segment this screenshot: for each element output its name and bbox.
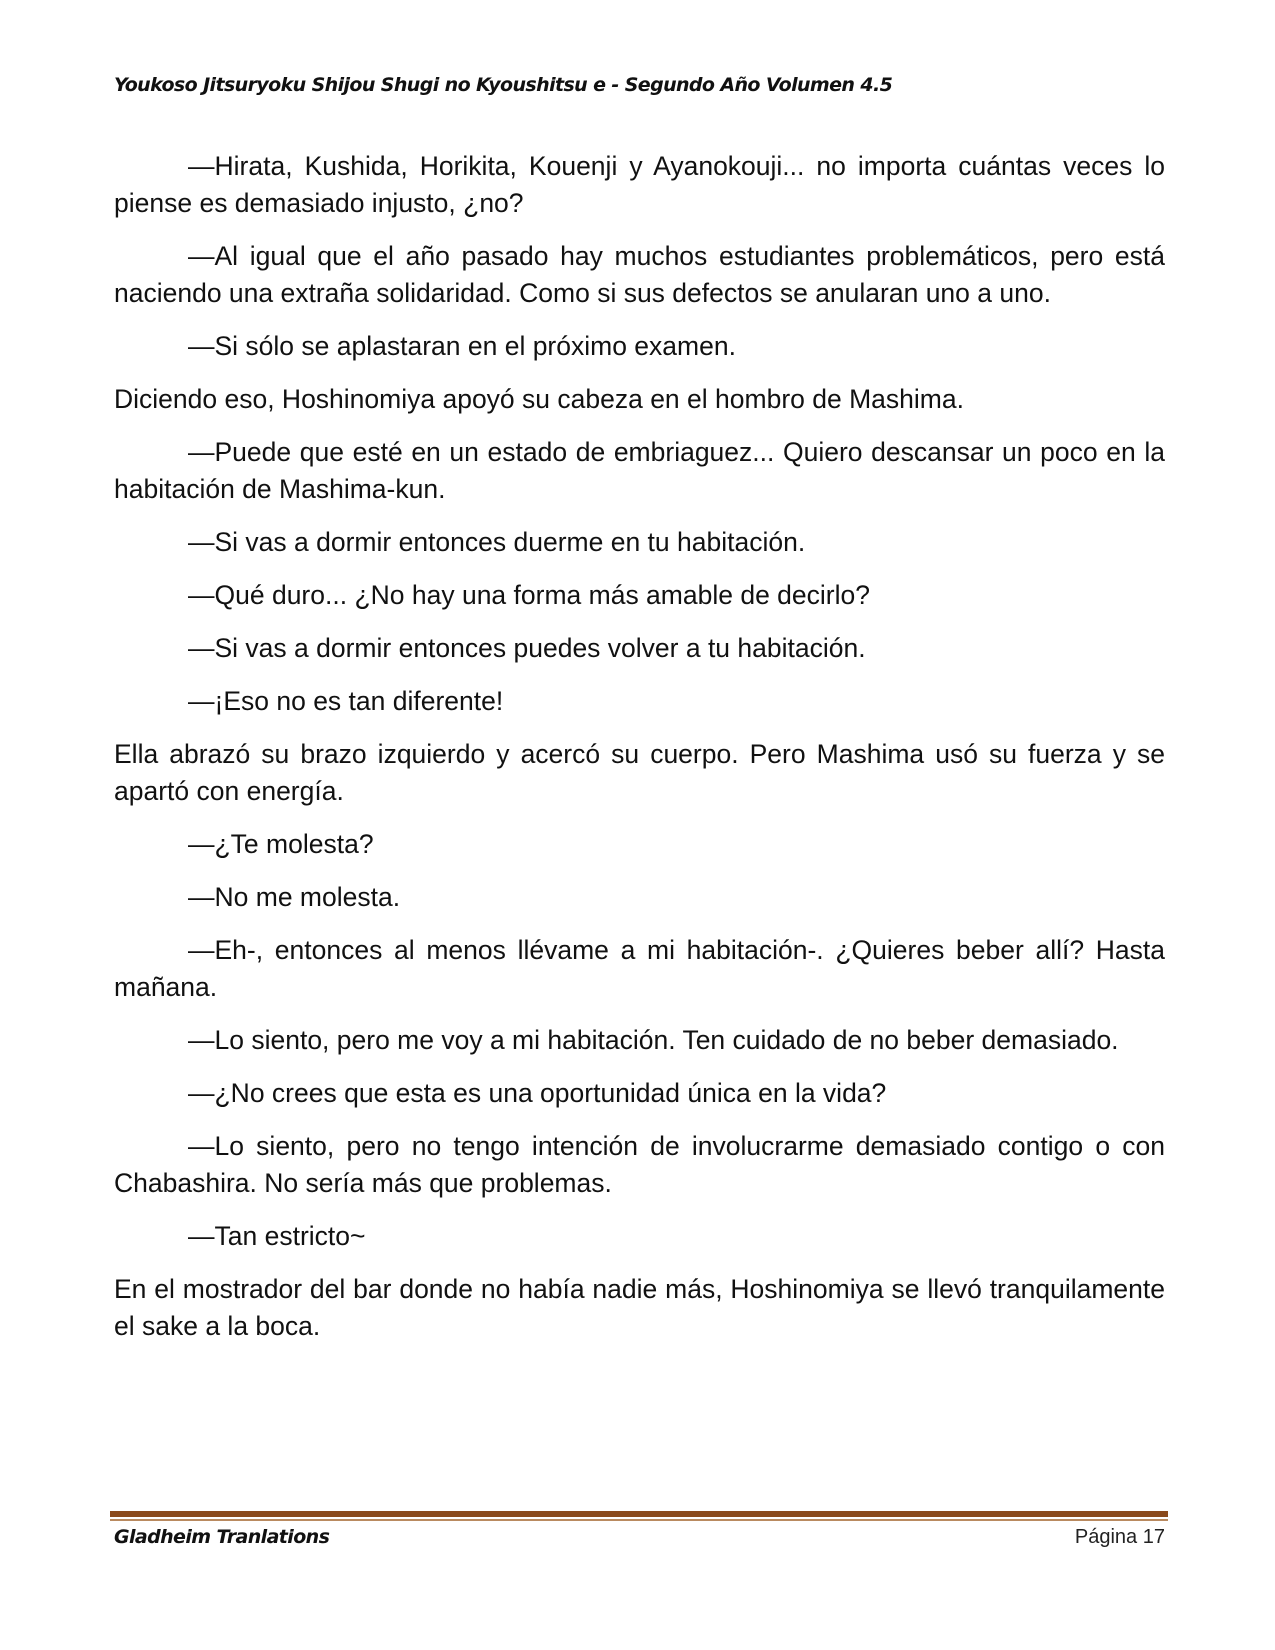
- paragraph: —Si vas a dormir entonces puedes volver a tu habitación.: [188, 633, 866, 663]
- document-body: [114, 148, 1165, 1361]
- page-label: Página: [1074, 1526, 1138, 1548]
- paragraph: —Lo siento, pero no tengo intención de involucrarme demasiado contigo o con Chabashira. No sería más que problemas.: [114, 1131, 1165, 1198]
- paragraph: —Qué duro... ¿No hay una forma más amable de decirlo?: [188, 580, 870, 610]
- footer-credit: Gladheim Tranlations: [114, 1526, 330, 1548]
- footer-rule: [110, 1511, 1168, 1517]
- paragraph: Diciendo eso, Hoshinomiya apoyó su cabeza en el hombro de Mashima.: [114, 384, 964, 414]
- paragraph: —Tan estricto~: [188, 1221, 366, 1251]
- paragraph: —¡Eso no es tan diferente!: [188, 686, 504, 716]
- paragraph: —Si vas a dormir entonces duerme en tu habitación.: [188, 527, 806, 557]
- paragraph: —Lo siento, pero me voy a mi habitación. Ten cuidado de no beber demasiado.: [188, 1025, 1119, 1055]
- paragraph: En el mostrador del bar donde no había nadie más, Hoshinomiya se llevó tranquilamente el sake a la boca.: [114, 1274, 1165, 1341]
- paragraph: Ella abrazó su brazo izquierdo y acercó su cuerpo. Pero Mashima usó su fuerza y se apartó con energía.: [114, 739, 1165, 806]
- footer-rule-thin: [110, 1519, 1168, 1521]
- page-number: [1075, 1526, 1165, 1549]
- running-header: Youkoso Jitsuryoku Shijou Shugi no Kyoushitsu e - Segundo Año Volumen 4.5: [114, 74, 893, 96]
- paragraph: —No me molesta.: [188, 882, 401, 912]
- paragraph: —¿No crees que esta es una oportunidad única en la vida?: [188, 1078, 887, 1108]
- paragraph: —Hirata, Kushida, Horikita, Kouenji y Ayanokouji... no importa cuántas veces lo piense es demasiado injusto, ¿no?: [114, 151, 1165, 218]
- paragraph: —¿Te molesta?: [188, 829, 374, 859]
- paragraph: —Eh-, entonces al menos llévame a mi habitación-. ¿Quieres beber allí? Hasta mañana.: [114, 935, 1165, 1002]
- paragraph: —Puede que esté en un estado de embriaguez... Quiero descansar un poco en la habitación de Mashima-kun.: [114, 437, 1165, 504]
- page-number-value: 17: [1142, 1526, 1165, 1548]
- paragraph: —Si sólo se aplastaran en el próximo examen.: [188, 331, 736, 361]
- paragraph: —Al igual que el año pasado hay muchos estudiantes problemáticos, pero está naciendo una extraña solidaridad. Como si sus defectos se anularan uno a uno.: [114, 241, 1165, 308]
